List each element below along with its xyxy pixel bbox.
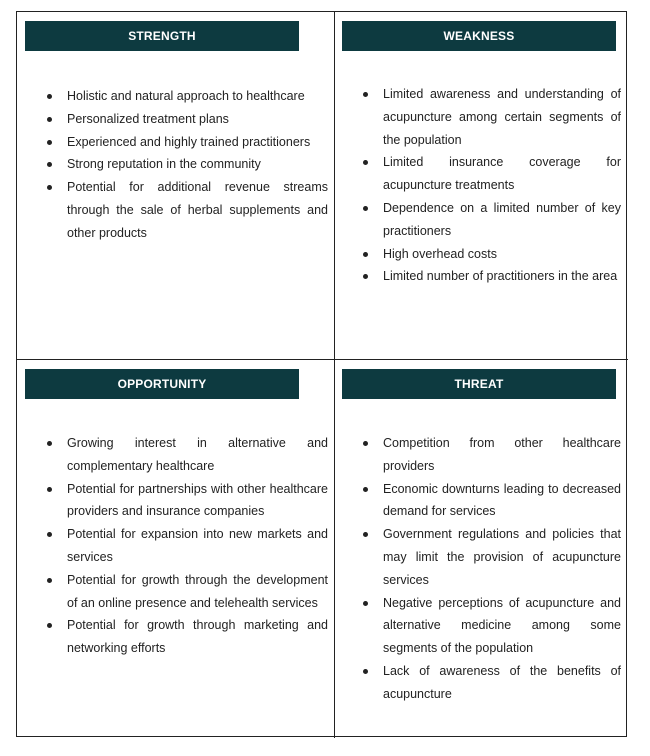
strength-item: Experienced and highly trained practitioners (45, 131, 328, 154)
threat-item: Competition from other healthcare providers (361, 432, 621, 478)
threat-header: THREAT (342, 369, 616, 399)
opportunity-item: Potential for growth through marketing and networking efforts (45, 614, 328, 660)
swot-table (16, 11, 627, 737)
opportunity-item: Growing interest in alternative and complementary healthcare (45, 432, 328, 478)
threat-item: Government regulations and policies that may limit the provision of acupuncture services (361, 523, 621, 591)
weakness-item: Limited awareness and understanding of acupuncture among certain segments of the population (361, 83, 621, 151)
strength-item: Potential for additional revenue streams through the sale of herbal supplements and other products (45, 176, 328, 244)
threat-quadrant (335, 360, 628, 738)
strength-item: Strong reputation in the community (45, 153, 328, 176)
strength-header: STRENGTH (25, 21, 299, 51)
threat-item: Lack of awareness of the benefits of acupuncture (361, 660, 621, 706)
threat-list (361, 432, 621, 706)
strength-list (45, 85, 328, 245)
opportunity-quadrant (17, 360, 335, 738)
opportunity-list (45, 432, 328, 660)
threat-item: Negative perceptions of acupuncture and alternative medicine among some segments of the population (361, 592, 621, 660)
weakness-quadrant (335, 12, 628, 360)
opportunity-item: Potential for partnerships with other healthcare providers and insurance companies (45, 478, 328, 524)
opportunity-item: Potential for growth through the development of an online presence and telehealth services (45, 569, 328, 615)
threat-item: Economic downturns leading to decreased demand for services (361, 478, 621, 524)
weakness-item: High overhead costs (361, 243, 621, 266)
weakness-header: WEAKNESS (342, 21, 616, 51)
weakness-item: Limited number of practitioners in the area (361, 265, 621, 288)
strength-item: Holistic and natural approach to healthcare (45, 85, 328, 108)
opportunity-header: OPPORTUNITY (25, 369, 299, 399)
opportunity-item: Potential for expansion into new markets and services (45, 523, 328, 569)
weakness-item: Limited insurance coverage for acupuncture treatments (361, 151, 621, 197)
strength-item: Personalized treatment plans (45, 108, 328, 131)
strength-quadrant (17, 12, 335, 360)
weakness-list (361, 83, 621, 288)
weakness-item: Dependence on a limited number of key practitioners (361, 197, 621, 243)
